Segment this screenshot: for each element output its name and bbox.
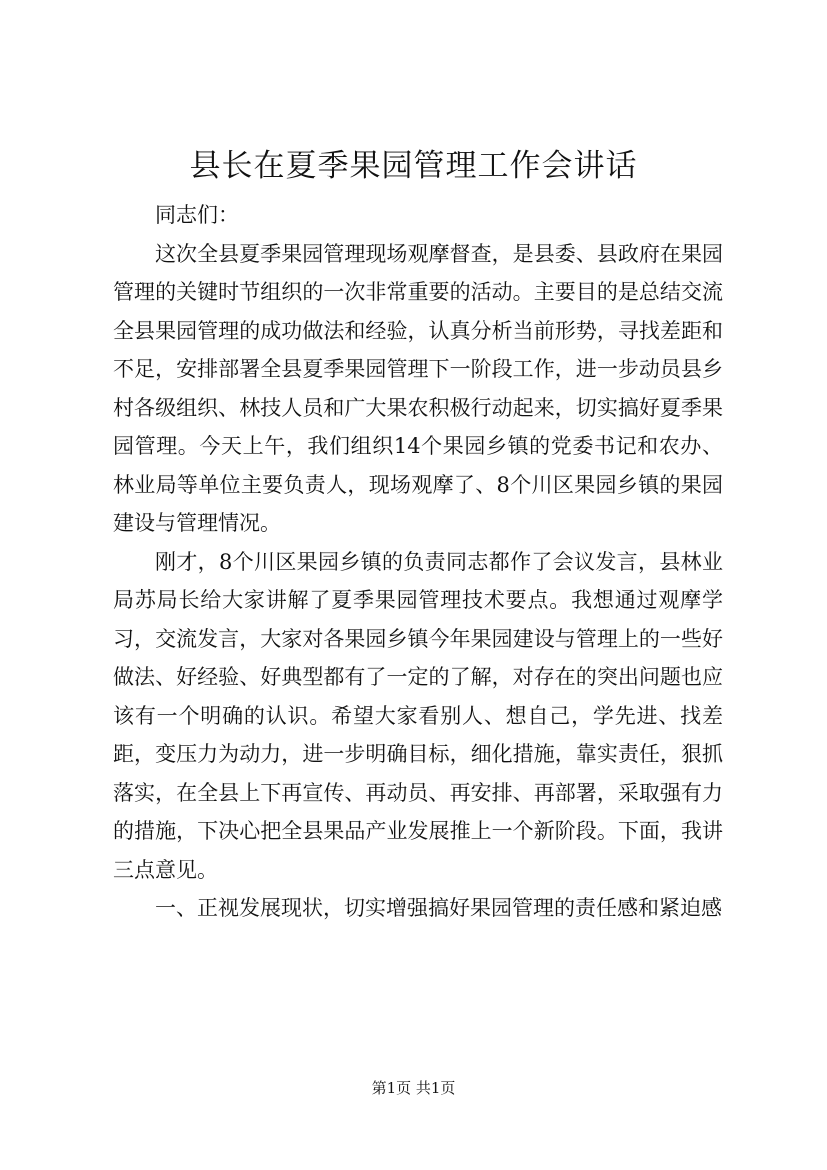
body-paragraph: 刚才，8个川区果园乡镇的负责同志都作了会议发言，县林业局苏局长给大家讲解了夏季果园管理技术要点。我想通过观摩学习，交流发言，大家对各果园乡镇今年果园建设与管理上的一些好做法、好经验、好典型都有了一定的了解，对存在的突出问题也应该有一个明确的认识。希望大家看别人、想自己，学先进、找差距，变压力为动力，进一步明确目标，细化措施，靠实责任，狠抓落实，在全县上下再宣传、再动员、再安排、再部署，采取强有力的措施，下决心把全县果品产业发展推上一个新阶段。下面，我讲三点意见。 [113, 549, 723, 882]
document-body [113, 196, 723, 928]
document-title: 县长在夏季果园管理工作会讲话 [189, 148, 638, 184]
section-heading-paragraph: 一、正视发展现状，切实增强搞好果园管理的责任感和紧迫感 [155, 896, 722, 920]
salutation-paragraph: 同志们： [155, 203, 239, 227]
page-number-footer: 第1页 共1页 [371, 1079, 456, 1097]
body-paragraph: 这次全县夏季果园管理现场观摩督查，是县委、县政府在果园管理的关键时节组织的一次非常重要的活动。主要目的是总结交流全县果园管理的成功做法和经验，认真分析当前形势，寻找差距和不足，安排部署全县夏季果园管理下一阶段工作，进一步动员县乡村各级组织、林技人员和广大果农积极行动起来，切实搞好夏季果园管理。今天上午，我们组织14个果园乡镇的党委书记和农办、林业局等单位主要负责人，现场观摩了、8个川区果园乡镇的果园建设与管理情况。 [113, 241, 723, 535]
